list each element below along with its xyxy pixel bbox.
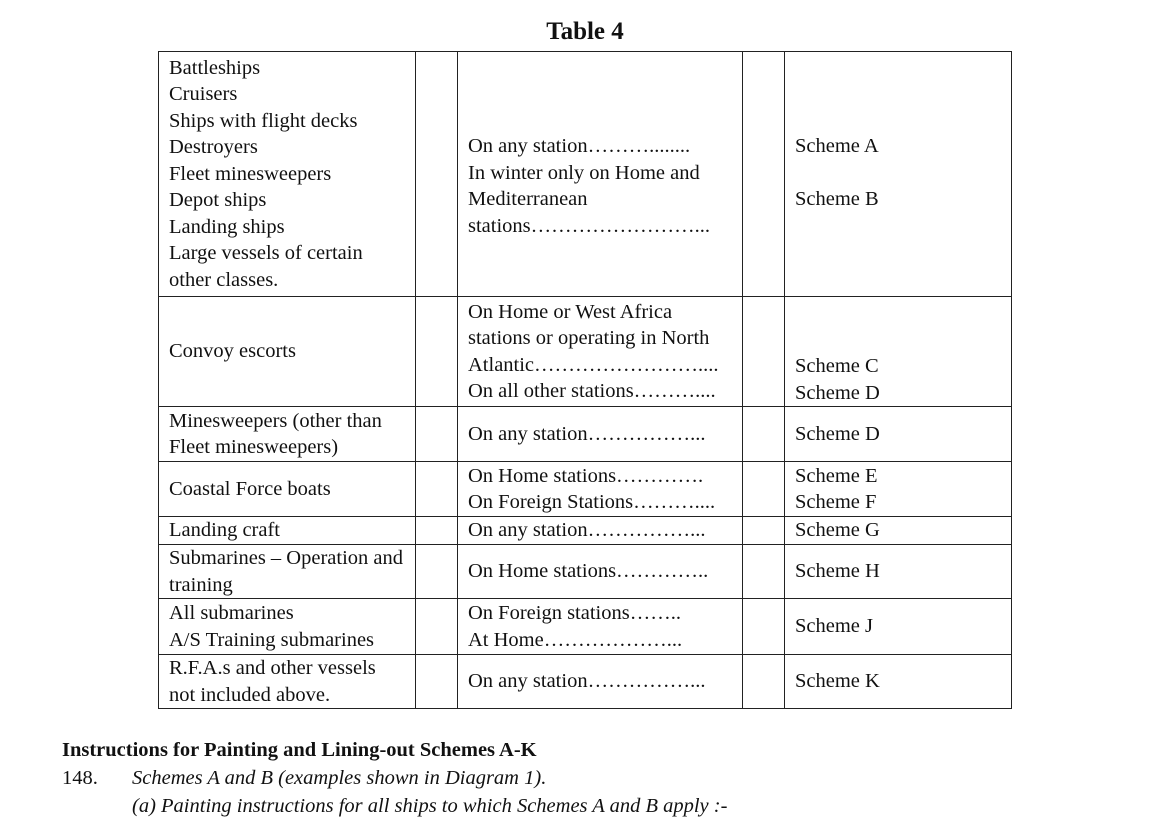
ship-types-cell: [159, 599, 416, 655]
ship-type: Submarines – Operation and training: [169, 547, 403, 596]
schemes-cell: [785, 407, 1012, 462]
station-text: In winter only on Home and Mediterranean stations……………………...: [468, 161, 711, 237]
schemes-cell: [785, 599, 1012, 655]
scheme-label: Scheme C: [795, 355, 879, 377]
ship-type: Convoy escorts: [169, 340, 296, 363]
station-text: On Foreign Stations………....: [468, 491, 716, 513]
blank-cell: [416, 545, 458, 599]
paragraph-148: [62, 764, 727, 792]
ship-type: Cruisers: [169, 83, 238, 106]
station-text: On Home stations………….: [468, 464, 704, 487]
paragraph-number: 148.: [62, 767, 98, 789]
blank-cell: [743, 517, 785, 545]
ship-type: Ships with flight decks: [169, 109, 358, 132]
ship-type: Fleet minesweepers: [169, 162, 332, 185]
scheme-label: Scheme B: [795, 188, 879, 210]
painting-schemes-table: [158, 51, 1012, 709]
stations-cell: [458, 655, 743, 709]
scheme-label: Scheme J: [795, 615, 873, 638]
scheme-label: Scheme K: [795, 670, 880, 693]
blank-cell: [416, 52, 458, 297]
schemes-cell: [785, 462, 1012, 517]
ship-type: All submarines: [169, 602, 294, 624]
blank-cell: [743, 297, 785, 407]
ship-types-cell: [159, 655, 416, 709]
table-row: [159, 599, 1012, 655]
table-row: [159, 517, 1012, 545]
blank-cell: [416, 517, 458, 545]
blank-cell: [416, 655, 458, 709]
scheme-label: Scheme E: [795, 464, 878, 487]
stations-cell: [458, 407, 743, 462]
ship-type: Minesweepers (other than Fleet minesweepers): [169, 409, 382, 458]
ship-types-cell: [159, 407, 416, 462]
scheme-label: Scheme F: [795, 491, 877, 513]
scheme-label: Scheme D: [795, 381, 880, 404]
stations-cell: [458, 517, 743, 545]
scheme-label: Scheme A: [795, 135, 879, 157]
schemes-cell: [785, 517, 1012, 545]
station-text: On any station……………...: [468, 422, 706, 445]
ship-type: Coastal Force boats: [169, 477, 331, 500]
ship-type: Depot ships: [169, 189, 267, 212]
schemes-cell: [785, 52, 1012, 297]
scheme-label: Scheme G: [795, 519, 880, 542]
station-text: On any station……………...: [468, 670, 706, 693]
ship-type: R.F.A.s and other vessels not included above.: [169, 657, 376, 706]
blank-cell: [416, 599, 458, 655]
ship-types-cell: [159, 297, 416, 407]
sub-paragraph-a: (a) Painting instructions for all ships to which Schemes A and B apply :-: [132, 795, 728, 817]
scheme-label: Scheme H: [795, 560, 880, 583]
station-text: At Home………………...: [468, 628, 683, 651]
ship-type: Large vessels of certain other classes.: [169, 242, 363, 291]
ship-type: Landing craft: [169, 519, 280, 542]
blank-cell: [743, 599, 785, 655]
scheme-label: Scheme D: [795, 422, 880, 445]
table-row: [159, 52, 1012, 297]
table-row: [159, 462, 1012, 517]
stations-cell: [458, 462, 743, 517]
blank-cell: [416, 297, 458, 407]
station-text: On Home or West Africa stations or operating in North Atlantic……………………....: [468, 300, 719, 376]
table-row: [159, 297, 1012, 407]
station-text: On Foreign stations……..: [468, 602, 681, 624]
station-text: On any station……………...: [468, 519, 706, 542]
blank-cell: [743, 655, 785, 709]
table-row: [159, 545, 1012, 599]
ship-type: Destroyers: [169, 136, 258, 159]
table-title: Table 4: [546, 18, 624, 45]
stations-cell: [458, 545, 743, 599]
ship-type: A/S Training submarines: [169, 628, 375, 651]
ship-type: Battleships: [169, 56, 261, 79]
table-row: [159, 655, 1012, 709]
instructions-section: [62, 736, 727, 820]
ship-types-cell: [159, 462, 416, 517]
blank-cell: [416, 407, 458, 462]
blank-cell: [743, 545, 785, 599]
blank-cell: [416, 462, 458, 517]
stations-cell: [458, 297, 743, 407]
schemes-cell: [785, 297, 1012, 407]
station-text: On Home stations…………..: [468, 560, 709, 583]
ship-types-cell: [159, 545, 416, 599]
schemes-cell: [785, 545, 1012, 599]
paragraph-text: Schemes A and B (examples shown in Diagram 1).: [132, 767, 547, 789]
ship-type: Landing ships: [169, 215, 285, 238]
table-row: [159, 407, 1012, 462]
ship-types-cell: [159, 517, 416, 545]
instructions-heading: Instructions for Painting and Lining-out Schemes A-K: [62, 739, 537, 761]
schemes-cell: [785, 655, 1012, 709]
ship-types-cell: [159, 52, 416, 297]
blank-cell: [743, 407, 785, 462]
station-text: On all other stations………....: [468, 380, 716, 402]
blank-cell: [743, 462, 785, 517]
station-text: On any station………........: [468, 135, 691, 157]
blank-cell: [743, 52, 785, 297]
stations-cell: [458, 52, 743, 297]
stations-cell: [458, 599, 743, 655]
